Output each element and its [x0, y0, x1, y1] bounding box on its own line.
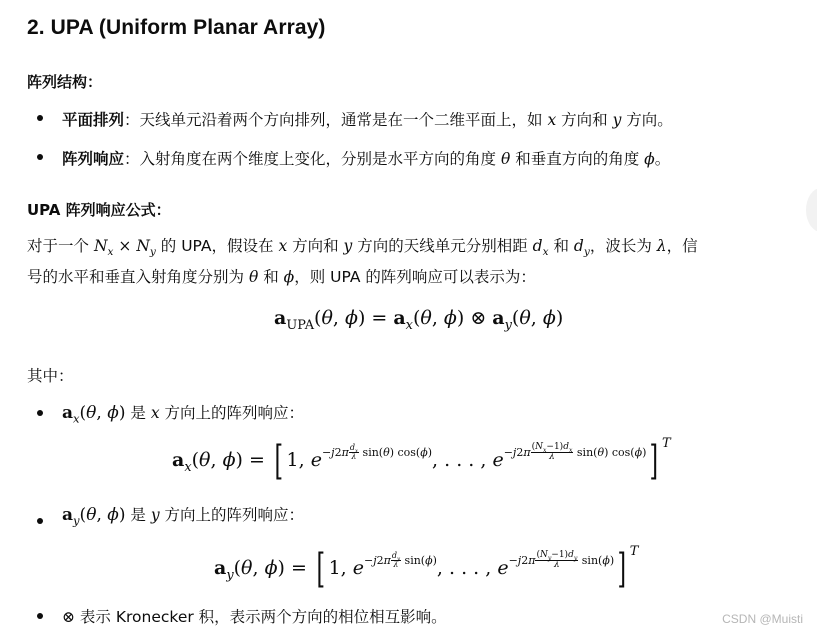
math-var: x — [150, 404, 160, 422]
para-text: 的 UPA，假设在 — [155, 237, 279, 255]
bullet-dot — [37, 613, 43, 619]
math-var: y — [343, 237, 353, 255]
math-dy: $d_y$ — [573, 237, 590, 259]
where-item-ax — [62, 401, 305, 426]
para-text: ，则 UPA 的阵列响应可以表示为： — [294, 268, 536, 286]
intro-paragraph-line1 — [27, 234, 698, 259]
watermark: CSDN @Muisti — [722, 612, 803, 626]
para-text: 是 — [125, 404, 151, 422]
ax-equation: $a_x(\theta$, ϕ) = [ 1, $e^{-j2\pi \frac{d_x}{\lambda} sin(\theta) cos(\phi)}$, . . . , $e^{-j2\pi \frac{(N_x-1)d_x}{\lambda} sin(\theta) cos(\phi)}$] $^T$ — [172, 435, 671, 484]
math-var: y — [612, 111, 622, 129]
math-var: ϕ — [644, 150, 655, 168]
math-var: θ — [248, 268, 259, 286]
upa-response-equation: $a_{UPA}(\theta$, $\phi) = a_x(\theta$, ϕ) ⊗ $a_y(\theta$, ϕ) — [274, 307, 564, 333]
para-text: ，信 — [666, 237, 698, 255]
math-var: x — [547, 111, 557, 129]
math-var: θ — [500, 150, 511, 168]
structure-item-response — [62, 147, 670, 169]
math-var: x — [278, 237, 288, 255]
para-text: 和 — [548, 237, 574, 255]
item-label: 阵列响应 — [62, 150, 125, 168]
para-text: 方向上的阵列响应： — [159, 404, 305, 422]
item-text: 方向和 — [556, 111, 613, 129]
kronecker-symbol: ⊗ — [62, 608, 75, 626]
scroll-edge-shadow — [806, 188, 817, 232]
kronecker-note — [62, 605, 447, 627]
math-var: ϕ — [283, 268, 295, 286]
math-lambda: λ — [656, 237, 667, 255]
math-ax: $a_x(\theta$, ϕ) — [62, 403, 126, 426]
item-text: ：天线单元沿着两个方向排列，通常是在一个二维平面上，如 — [124, 111, 548, 129]
bullet-dot — [37, 115, 43, 121]
math-dx: $d_x$ — [532, 237, 549, 259]
item-text: 方向。 — [621, 111, 673, 129]
para-text: 方向和 — [287, 237, 344, 255]
bullet-dot — [37, 154, 43, 160]
bullet-dot — [37, 518, 43, 524]
para-text: 表示 Kronecker 积，表示两个方向的相位相互影响。 — [75, 608, 447, 626]
para-text: 方向的天线单元分别相距 — [352, 237, 533, 255]
math-ay: $a_y(\theta$, ϕ) — [62, 505, 126, 528]
structure-title: 阵列结构： — [27, 73, 103, 91]
intro-paragraph-line2 — [27, 265, 536, 287]
where-label: 其中： — [27, 367, 74, 385]
para-text: 是 — [125, 506, 151, 524]
para-text: ，波长为 — [589, 237, 657, 255]
bullet-dot — [37, 410, 43, 416]
structure-item-planar — [62, 108, 673, 130]
para-text: 方向上的阵列响应： — [159, 506, 305, 524]
item-text: ：入射角度在两个维度上变化，分别是水平方向的角度 — [124, 150, 501, 168]
item-label: 平面排列 — [62, 111, 125, 129]
section-heading: 2. UPA (Uniform Planar Array) — [27, 16, 326, 39]
ay-equation: $a_y(\theta$, ϕ) = [ 1, $e^{-j2\pi \frac{d_y}{\lambda} sin(\phi)}$, . . . , $e^{-j2\pi \frac{(N_y-1)d_y}{\lambda} sin(\phi)}$] $^T$ — [214, 543, 639, 592]
formula-title: UPA 阵列响应公式： — [27, 201, 171, 219]
where-item-ay — [62, 503, 305, 528]
para-text: 号的水平和垂直入射角度分别为 — [27, 268, 249, 286]
math-var: y — [150, 506, 160, 524]
item-text: 。 — [654, 150, 671, 168]
para-text: 和 — [258, 268, 284, 286]
para-text: 对于一个 — [27, 237, 94, 255]
math-nx-ny: $N_x \times N_y$ — [93, 237, 156, 259]
item-text: 和垂直方向的角度 — [510, 150, 645, 168]
